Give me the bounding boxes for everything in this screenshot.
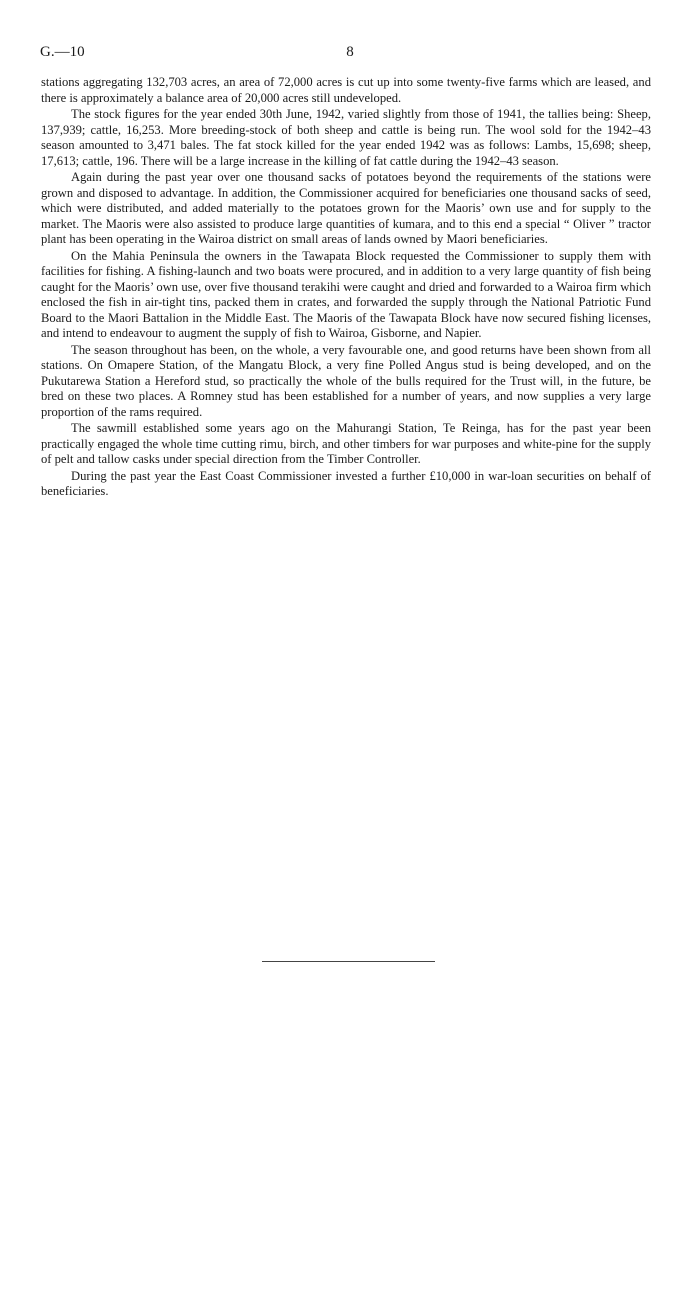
body-text [41, 75, 651, 501]
paragraph-season: The season throughout has been, on the whole, a very favourable one, and good returns have been shown from all stations. On Omapere Station, of the Mangatu Block, a very fine Polled Angus stud is being developed, and on the Pukutarewa Station a Hereford stud, so practically the whole of the bulls required for the Trust will, in the future, be bred on these two places. A Romney stud has been established for a number of years, and now supplies a very large proportion of the rams required. [41, 342, 651, 419]
section-divider [262, 961, 435, 962]
page-number: 8 [346, 44, 354, 60]
paragraph-stock-figures: The stock figures for the year ended 30th June, 1942, varied slightly from those of 1941, the tallies being: Sheep, 137,939; cattle, 16,253. More breeding-stock of both sheep and cattle is being run. The wool sold for the 1942–43 season amounted to 3,471 bales. The fat stock killed for the year ended 1942 was as follows: Lambs, 15,698; sheep, 17,613; cattle, 196. There will be a large increase in the killing of fat cattle during the 1942–43 season. [41, 107, 651, 168]
paragraph-sawmill: The sawmill established some years ago on the Mahurangi Station, Te Reinga, has for the past year been practically engaged the whole time cutting rimu, birch, and other timbers for war purposes and white-pine for the supply of pelt and tallow casks under special direction from the Timber Controller. [41, 421, 651, 466]
paragraph-fishing: On the Mahia Peninsula the owners in the Tawapata Block requested the Commissioner to supply them with facilities for fishing. A fishing-launch and two boats were procured, and in addition to a very large quantity of fish being caught for the Maoris’ own use, over five thousand terakihi were caught and dried and forwarded to a Wairoa firm which enclosed the fish in air-tight tins, packed them in crates, and forwarded the supply through the National Patriotic Fund Board to the Maori Battalion in the Middle East. The Maoris of the Tawapata Block have now secured fishing licenses, and intend to endeavour to augment the supply of fish to Wairoa, Gisborne, and Napier. [41, 248, 651, 340]
page-header [40, 44, 660, 64]
paragraph-potatoes: Again during the past year over one thousand sacks of potatoes beyond the requirements of the stations were grown and disposed to advantage. In addition, the Commissioner acquired for beneficiaries one thousand sacks of seed, which were distributed, and added materially to the potatoes grown for the Maoris’ own use and for supply to the market. The Maoris were also assisted to produce large quantities of kumara, and to this end a special “ Oliver ” tractor plant has been operating in the Wairoa district on small areas of lands owned by Maori beneficiaries. [41, 170, 651, 246]
document-reference: G.—10 [40, 44, 85, 60]
paragraph-investment: During the past year the East Coast Commissioner invested a further £10,000 in war-loan securities on behalf of beneficiaries. [41, 468, 651, 498]
paragraph-stations-continued: stations aggregating 132,703 acres, an area of 72,000 acres is cut up into some twenty-five farms which are leased, and there is approximately a balance area of 20,000 acres still undeveloped. [41, 75, 651, 105]
